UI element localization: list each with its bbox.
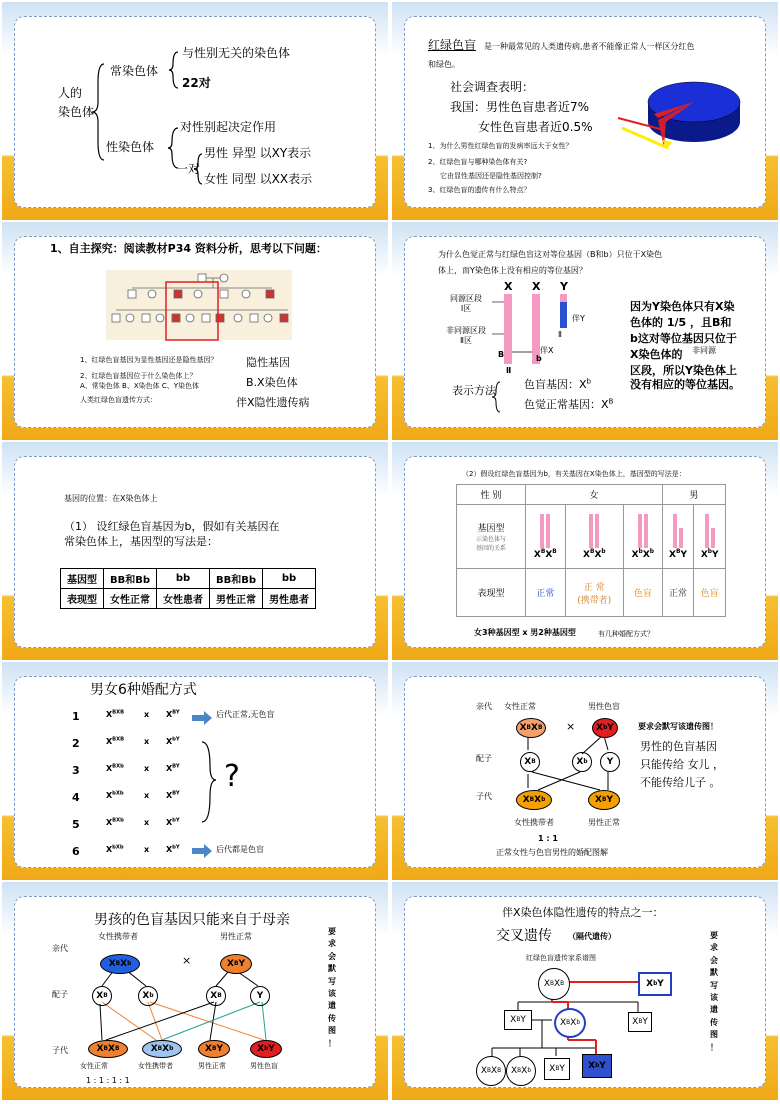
genotype-phenotype-table <box>456 484 726 617</box>
table-cell: 女性正常 <box>104 589 157 609</box>
gt-cell-5 <box>694 505 726 569</box>
explanation-1: 因为Y染色体只有X染 <box>630 300 735 313</box>
subtitle: 交叉遗传 <box>496 928 552 944</box>
diagram-caption: 正常女性与色盲男性的婚配图解 <box>496 848 608 857</box>
uncle-XBY: X B Y <box>504 1010 532 1030</box>
note-line1: 男性的色盲基因 <box>640 740 717 753</box>
root-label: 人的 染色体 <box>58 86 95 120</box>
offspring-female-carrier: 女性携带者 <box>514 818 554 827</box>
header-female: 女 <box>526 485 663 505</box>
times-sign: × <box>182 954 192 967</box>
explanation-6: 没有相应的等位基因。 <box>630 378 740 391</box>
header-male: 男 <box>662 485 725 505</box>
title: 红绿色盲 <box>428 38 477 52</box>
table-cell: BB和Bb <box>104 569 157 589</box>
x-linked-label: 伴X <box>540 346 554 355</box>
offspring-note: 后代正常,无色盲 <box>216 710 275 719</box>
times-x: x <box>144 791 150 800</box>
offspring-label: 子代 <box>476 792 492 801</box>
grandfather-XbY: X b Y <box>638 972 672 996</box>
question-2-options: A、常染色体 B、X染色体 C、Y染色体 <box>80 382 199 390</box>
offspring-ratio: 1 : 1 <box>538 834 558 843</box>
gamete-Y-father: Y <box>250 986 270 1006</box>
table-row <box>457 505 726 569</box>
row-phenotype-label: 表现型 <box>457 569 526 617</box>
offspring-label-4: 男性色盲 <box>250 1062 278 1070</box>
offspring-label: 子代 <box>52 1046 68 1055</box>
genotype-label: 基因型 <box>477 524 505 534</box>
gt-cell-3 <box>623 505 662 569</box>
explanation-3: b这对等位基因只位于 <box>630 332 737 345</box>
table-cell: 基因型 <box>61 569 104 589</box>
gt-cell-1 <box>526 505 566 569</box>
gt-cell-4 <box>662 505 694 569</box>
II-y-label: Ⅱ <box>558 330 562 339</box>
male-genotype: $X^{bY}$ <box>166 817 180 827</box>
explanation-2: 色体的 1/5 ，且B和 <box>630 316 732 329</box>
gamete-XB-mother: X B <box>92 986 112 1006</box>
autosome-desc: 与性别无关的染色体 <box>182 46 291 60</box>
II-x-label: Ⅱ <box>506 366 512 375</box>
offspring-male-normal: 男性正常 <box>588 818 620 827</box>
offspring-XBXb: X B X b <box>516 790 552 810</box>
father-genotype: X B Y <box>220 954 252 974</box>
title: 男孩的色盲基因只能来自于母亲 <box>94 912 290 928</box>
female-genotype: $X^{BXb}$ <box>106 763 124 773</box>
header-sex: 性 别 <box>457 485 526 505</box>
table-row <box>457 569 726 617</box>
mother-label: 女性正常 <box>504 702 536 711</box>
slide-3-pedigree-inquiry <box>2 222 388 440</box>
slide-1-chromosomes <box>2 2 388 220</box>
male-genotype: $X^{BY}$ <box>166 709 180 719</box>
mating-number: 4 <box>72 791 80 804</box>
times-x: x <box>144 845 150 854</box>
phenotype-cell: 正常 <box>662 569 694 617</box>
father-label: 男性正常 <box>220 932 252 941</box>
gamete-label: 配子 <box>476 754 492 763</box>
y-linked-label: 伴Y <box>572 314 585 323</box>
pair-label: 一对 <box>176 162 201 176</box>
pedigree-figure <box>2 222 388 440</box>
genotype-XbY: $X^bY$ <box>700 548 719 560</box>
male-genotype: $X^{bY}$ <box>166 736 180 746</box>
question-2: 2、红绿色盲与哪种染色体有关? <box>428 158 528 166</box>
child-XBY: X B Y <box>544 1058 570 1080</box>
slide-2-colorblindness <box>392 2 778 220</box>
chromosome-pair-icon <box>624 514 662 550</box>
x-label-2: X <box>532 280 541 293</box>
gamete-XB-father: X B <box>206 986 226 1006</box>
note-line2: 只能传给 女儿 ， <box>640 758 724 771</box>
chromosome-pair-icon <box>663 514 694 550</box>
paragraph-line1: （1） 设红绿色盲基因为b，假如有关基因在 <box>64 520 280 533</box>
question-1: 1、红绿色盲基因为显性基因还是隐性基因？ <box>80 356 218 364</box>
genotype-XbXb: $X^bX^b$ <box>631 548 654 560</box>
chromosome-pair-icon <box>694 514 725 550</box>
question-3: 人类红绿色盲遗传方式： <box>80 396 157 404</box>
offspring-label-2: 女性携带者 <box>138 1062 173 1070</box>
allele-b: b <box>536 354 542 363</box>
gt-cell-2 <box>565 505 623 569</box>
phenotype-cell: 色盲 <box>694 569 726 617</box>
father-genotype: X b Y <box>592 718 618 738</box>
gamete-XB: X B <box>520 752 540 772</box>
offspring-ratio: 1 : 1 : 1 : 1 <box>86 1076 130 1085</box>
sex-desc: 对性别起决定作用 <box>180 120 277 134</box>
question-3: 3、红绿色盲的遗传有什么特点？ <box>428 186 531 194</box>
mother-genotype: X B X b <box>100 954 140 974</box>
footer-combination: 女3种基因型 x 男2种基因型 <box>474 628 576 637</box>
chromosome-pair-icon <box>566 514 623 550</box>
requirement-note: 要求会默写该遗传图！ <box>638 722 718 731</box>
female-genotype: $X^{BXB}$ <box>106 709 125 719</box>
offspring-label-3: 男性正常 <box>198 1062 226 1070</box>
question-line2: 体上，而Y染色体上没有相应的等位基因？ <box>438 266 587 275</box>
x-label-1: X <box>504 280 513 293</box>
table-cell: bb <box>157 569 210 589</box>
female-genotype: $X^{BXb}$ <box>106 817 124 827</box>
allele-B: B <box>498 350 505 359</box>
gamete-Y: Y <box>600 752 620 772</box>
child-XbY: X b Y <box>582 1054 612 1078</box>
mating-number: 1 <box>72 710 80 723</box>
slide-card <box>14 456 376 648</box>
y-label: Y <box>560 280 568 293</box>
offspring-label-1: 女性正常 <box>80 1062 108 1070</box>
answer-2: B.X染色体 <box>246 376 298 389</box>
nonhomologous-region: 非同源区段 Ⅱ区 <box>446 326 486 345</box>
paragraph-line2: 常染色体上，基因型的写法是： <box>64 535 218 548</box>
male-type: 男性 异型 以XY表示 <box>204 146 312 160</box>
table-cell: 表现型 <box>61 589 104 609</box>
pie-chart <box>392 2 778 220</box>
male-genotype: $X^{BY}$ <box>166 763 180 773</box>
question-2: 2、红绿色盲基因位于什么染色体上？ <box>80 372 197 380</box>
title: 1、自主探究：阅读教材P34 资料分析，思考以下问题： <box>50 242 327 255</box>
offspring-XbY: X b Y <box>250 1040 282 1058</box>
offspring-XBY: X B Y <box>588 790 620 810</box>
child-XBXB: X B X B <box>476 1056 506 1086</box>
times-x: x <box>144 764 150 773</box>
times-sign: × <box>566 720 576 733</box>
table-cell: bb <box>263 569 316 589</box>
notation-label: 表示方法 <box>452 384 496 397</box>
genotype-XBXb: $X^BX^b$ <box>583 548 606 560</box>
times-x: x <box>144 710 150 719</box>
sex-chromosome-label: 性染色体 <box>106 140 155 154</box>
survey-label: 社会调查表明： <box>450 80 535 94</box>
phenotype-cell: 色盲 <box>623 569 662 617</box>
table-row <box>61 589 316 609</box>
table-cell: 男性患者 <box>263 589 316 609</box>
chromosome-pair-icon <box>526 514 565 550</box>
explanation-5: 区段，所以Y染色体上 <box>630 364 737 377</box>
slide-5-autosome-genotypes <box>2 442 388 660</box>
phenotype-cell: 正常 <box>526 569 566 617</box>
note-line3: 不能传给儿子 。 <box>640 776 721 789</box>
question-mark: ? <box>224 759 240 794</box>
slide-6-x-linked-genotypes <box>392 442 778 660</box>
footer-question: 有几种婚配方式？ <box>598 630 654 638</box>
mother-genotype: X B X B <box>516 718 546 738</box>
table-cell: 男性正常 <box>210 589 263 609</box>
explanation-4: X染色体的 <box>630 348 683 361</box>
genotype-XBY: $X^BY$ <box>669 548 687 560</box>
colorblind-gene: 色盲基因：$X^b$ <box>524 376 592 391</box>
mother-label: 女性携带者 <box>98 932 138 941</box>
stat-male: 我国：男性色盲患者近7% <box>450 100 590 114</box>
normal-gene: 色觉正常基因：$X^B$ <box>524 396 614 411</box>
title: 伴X染色体隐性遗传的特点之一： <box>502 906 664 919</box>
genotype-sublabel: 示染色体与 基因的关系 <box>475 536 506 552</box>
male-genotype: $X^{bY}$ <box>166 844 180 854</box>
offspring-XBY: X B Y <box>198 1040 230 1058</box>
question-2b: 它由显性基因还是隐性基因控制? <box>440 172 542 180</box>
desc-line1: 是一种最常见的人类遗传病,患者不能像正常人一样区分红色 <box>484 42 695 51</box>
female-type: 女性 同型 以XX表示 <box>204 172 313 186</box>
offspring-note: 后代都是色盲 <box>216 845 264 854</box>
title: 男女6种婚配方式 <box>90 682 197 698</box>
autosome-label: 常染色体 <box>110 64 159 78</box>
parents-label: 亲代 <box>52 944 68 953</box>
mating-number: 5 <box>72 818 80 831</box>
male-genotype: $X^{BY}$ <box>166 790 180 800</box>
mother-XBXb: X B X b <box>554 1008 586 1038</box>
slide-9-carrier-mother <box>2 882 388 1100</box>
homologous-region: 同源区段 Ⅰ区 <box>450 294 482 313</box>
stat-female: 女性色盲患者近0.5% <box>478 120 593 134</box>
requirement-vertical: 要 求 会 默 写 该 遗 传 图 ！ <box>328 927 336 1048</box>
brace-and-arrows <box>2 662 388 880</box>
female-genotype: $X^{bXb}$ <box>106 844 124 854</box>
gamete-label: 配子 <box>52 990 68 999</box>
father-label: 男性色盲 <box>588 702 620 711</box>
title: （2）假设红绿色盲基因为b，有关基因在X染色体上，基因型的写法是： <box>462 470 686 478</box>
uncle-2-XBY: X B Y <box>628 1012 652 1032</box>
autosome-count: 22对 <box>182 76 211 90</box>
gamete-Xb-mother: X b <box>138 986 158 1006</box>
grandmother-XBXB: X B X B <box>538 968 570 1000</box>
slide-8-mating-diagram <box>392 662 778 880</box>
phenotype-cell: 正 常 (携带者) <box>565 569 623 617</box>
slide-4-xy-regions <box>392 222 778 440</box>
parents-label: 亲代 <box>476 702 492 711</box>
explanation-4-nonhomologous: 非同源 <box>692 346 716 355</box>
female-genotype: $X^{BXB}$ <box>106 736 125 746</box>
offspring-XBXB: X B X B <box>88 1040 128 1058</box>
desc-line2: 和绿色。 <box>428 60 460 69</box>
table-row <box>61 569 316 589</box>
slide-10-cross-inheritance <box>392 882 778 1100</box>
times-x: x <box>144 818 150 827</box>
child-XBXb: X B X b <box>506 1056 536 1086</box>
question-line1: 为什么色觉正常与红绿色盲这对等位基因（B和b）只位于X染色 <box>438 250 663 259</box>
genotype-XBXB: $X^BX^B$ <box>533 548 557 560</box>
times-x: x <box>144 737 150 746</box>
question-1: 1、为什么男性红绿色盲的发病率远大于女性？ <box>428 142 573 150</box>
mating-number: 6 <box>72 845 80 858</box>
female-genotype: $X^{bXb}$ <box>106 790 124 800</box>
gamete-Xb: X b <box>572 752 592 772</box>
table-row <box>457 485 726 505</box>
genotype-table <box>60 568 316 609</box>
table-cell: BB和Bb <box>210 569 263 589</box>
offspring-XBXb: X B X b <box>142 1040 182 1058</box>
slide-7-six-matings <box>2 662 388 880</box>
requirement-vertical: 要 求 会 默 写 该 遗 传 图 ！ <box>710 931 718 1052</box>
figure-caption: 红绿色盲遗传家系谱图 <box>526 954 596 962</box>
mating-number: 2 <box>72 737 80 750</box>
row-genotype-label <box>457 505 526 569</box>
gene-position: 基因的位置：在X染色体上 <box>64 494 158 503</box>
mating-number: 3 <box>72 764 80 777</box>
answer-3: 伴X隐性遗传病 <box>236 396 310 409</box>
table-cell: 女性患者 <box>157 589 210 609</box>
answer-1: 隐性基因 <box>246 356 290 369</box>
subtitle-note: （隔代遗传） <box>568 932 616 941</box>
